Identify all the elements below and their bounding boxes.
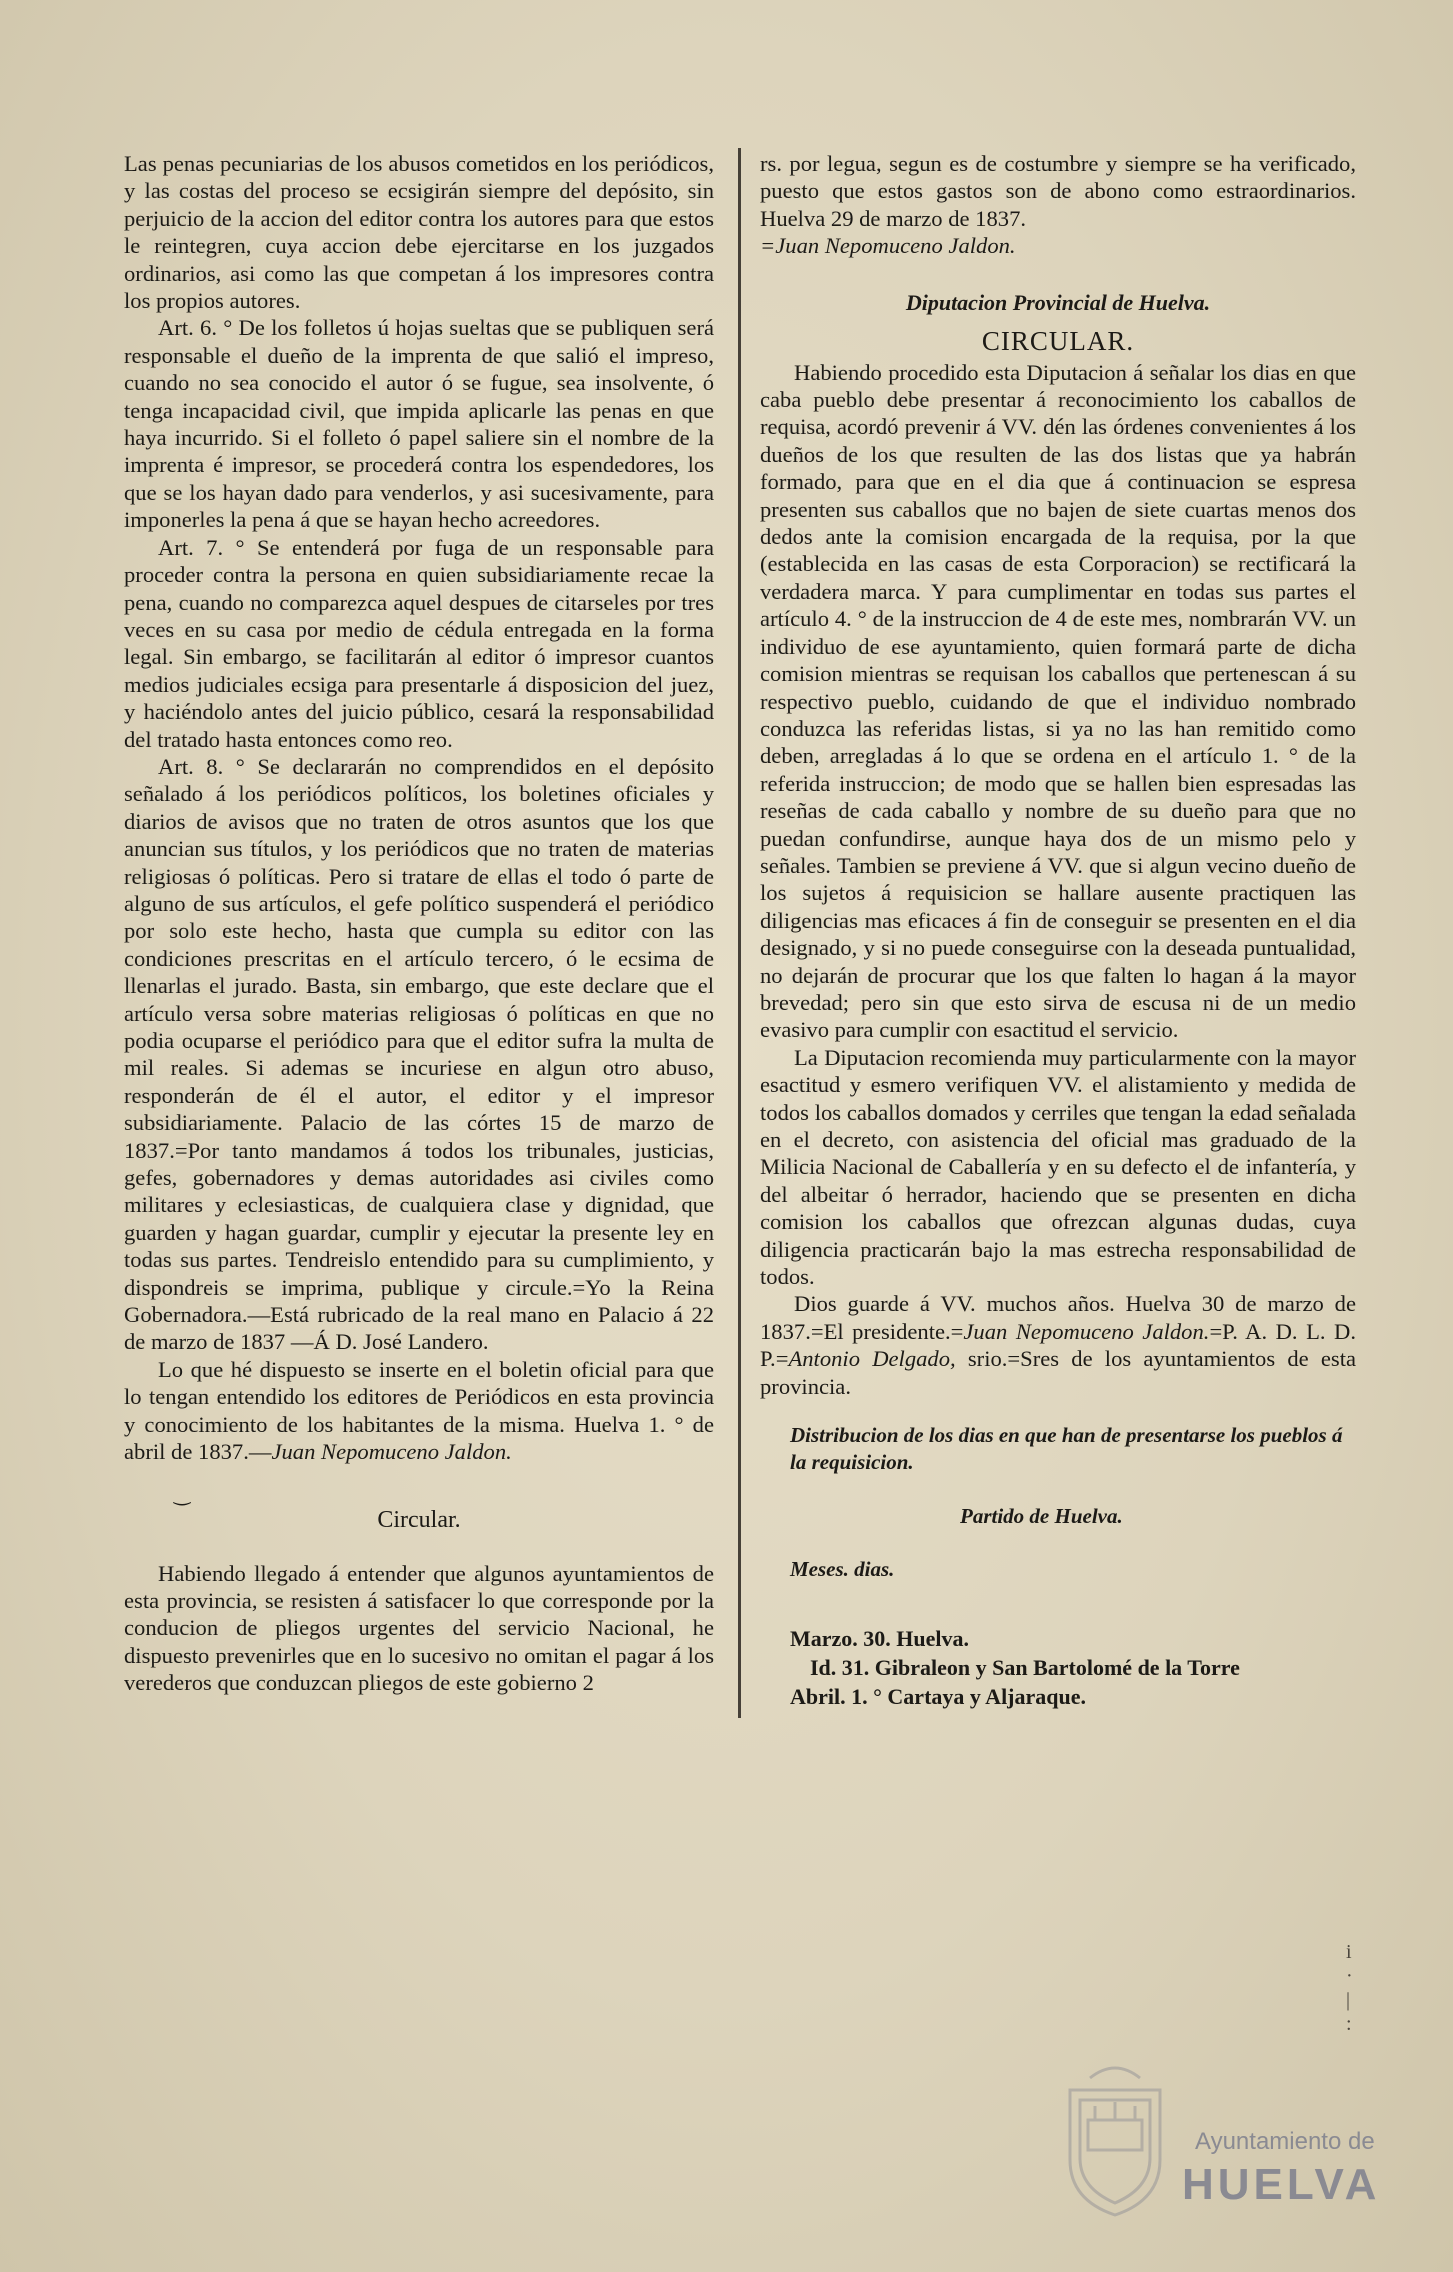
closing-abbrev: =P. A. D. L. D. P.= [760, 1318, 1356, 1372]
paragraph-penalties: Las penas pecuniarias de los abusos cometidos en los periódicos, y las costas del proceso se ecsigirán siempre del depósito, sin perjuicio de la accion del editor contra los autores para que estos le reintegren, cuya accion debe ejercitarse en los juzgados ordinarios, asi como las que competan á los impresores contra los propios autores. [124, 151, 714, 314]
circular-heading-right: CIRCULAR. [981, 325, 1135, 356]
diputacion-heading: Diputacion Provincial de Huelva. [905, 289, 1211, 315]
continuation-signature: =Juan Nepomuceno Jaldon. [760, 233, 1016, 259]
closing-text: Dios guarde á VV. muchos años. Huelva 30 de marzo de 1837.=El presidente.= [760, 1291, 1356, 1344]
paragraph-continuation [760, 150, 1356, 260]
closing-secretary: Antonio Delgado, [788, 1346, 956, 1372]
closing-president: Juan Nepomuceno Jaldon. [963, 1318, 1210, 1344]
row-date: Abril. 1. ° [790, 1684, 882, 1710]
table-header: Meses. dias. [790, 1557, 895, 1582]
watermark-line1: Ayuntamiento de [1195, 2128, 1375, 2155]
row-town: Huelva. [896, 1626, 970, 1652]
distribution-title: Distribucion de los dias en que han de presentarse los pueblos á la requisicion. [790, 1423, 1343, 1475]
column-rule [738, 148, 741, 1718]
circular-heading-left: Circular. [377, 1506, 461, 1533]
watermark-line2: HUELVA [1182, 2160, 1381, 2209]
table-row [790, 1624, 1356, 1653]
publication-text: Lo que hé dispuesto se inserte en el boletin oficial para que lo tengan entendido los editores de Periódicos en esta provincia y conocimiento de los habitantes de la misma. Huelva 1. ° de abril de 1837.— [124, 1356, 714, 1465]
partido-heading: Partido de Huelva. [960, 1504, 1123, 1529]
row-date: Id. 31. [810, 1655, 870, 1681]
row-town: Gibraleon y San Bartolomé de la Torre [874, 1655, 1240, 1681]
paragraph-closing [760, 1290, 1356, 1400]
right-column [760, 150, 1356, 1711]
row-town: Cartaya y Aljaraque. [887, 1684, 1087, 1710]
row-date: Marzo. 30. [790, 1626, 891, 1652]
publication-signature: Juan Nepomuceno Jaldon. [271, 1439, 512, 1465]
paragraph-art-6: Art. 6. ° De los folletos ú hojas sueltas que se publiquen será responsable el dueño de la imprenta de que salió el impreso, cuando no sea conocido el autor ó se fugue, sea insolvente, ó tenga incapacidad civil, que impida aplicarle las penas en que haya incurrido. Si el folleto ó papel saliere sin el nombre de la imprenta é impresor, se procederá contra los espendedores, los que se los hayan dado para venderlos, y asi sucesivamente, para imponerles la pena á que se hayan hecho acreedores. [124, 315, 714, 533]
table-row [810, 1653, 1356, 1682]
continuation-text: rs. por legua, segun es de costumbre y siempre se ha verificado, puesto que estos gastos son de abono como estraordinarios. Huelva 29 de marzo de 1837. [760, 151, 1356, 231]
paragraph-art-8: Art. 8. ° Se declararán no comprendidos en el depósito señalado á los periódicos políticos, los boletines oficiales y diarios de avisos que no traten de otros asuntos que los que anuncian sus títulos, y los periódicos que no traten de materias religiosas ó políticas. Pero si tratare de ellas el todo ó parte de alguno de sus artículos, el gefe político suspenderá el periódico por solo este hecho, hasta que cumpla su editor con las condiciones prescritas en el artículo tercero, ó le ecsima de llenarlas el jurado. Basta, sin embargo, que este declare que el artículo versa sobre materias religiosas ó políticas en que no podia ocuparse el periódico para que el editor sufra la multa de mil reales. Si ademas se incuriese en algun otro abuso, responderán de él el autor, el editor y el impresor subsidiariamente. Palacio de las córtes 15 de marzo de 1837.=Por tanto mandamos á todos los tribunales, justicias, gefes, gobernadores y demas autoridades asi civiles como militares y eclesiasticas, de cualquiera clase y dignidad, que guarden y hagan guardar, cumplir y ejecutar la presente ley en todas sus partes. Tendreislo entendido para su cumplimiento, y dispondreis se imprima, publique y circule.=Yo la Reina Gobernadora.—Está rubricado de la real mano en Palacio á 22 de marzo de 1837 —Á D. José Landero. [124, 753, 714, 1355]
paragraph-circular-right: Habiendo procedido esta Diputacion á señalar los dias en que caba pueblo debe presentar á reconocimiento los caballos de requisa, acordó prevenir á VV. dén las órdenes convenientes á los dueños de los que resulten de las dos listas que ya habrán formado, para que en el dia que á continuacion se espresa presenten sus caballos que no bajen de siete cuartas menos dos dedos ante la comision encargada de la requisa, por la que (establecida en las casas de esta Corporacion) se rectificará la verdadera marca. Y para cumplimentar en todas sus partes el artículo 4. ° de la instruccion de 4 de este mes, nombrarán VV. un individuo de ese ayuntamiento, quien formará parte de dicha comision mientras se requisan los caballos que pertenescan á su respectivo pueblo, cuidando de que el individuo nombrado conduzca las referidas listas, si ya no las han remitido como deben, arregladas á lo que se ordena en el artículo 1. ° de la referida instruccion; de modo que se hallen bien espresadas las reseñas de cada caballo y nombre de su dueño para que no puedan confundirse, aunque haya dos de un mismo pelo y señales. Tambien se previene á VV. que si algun vecino dueño de los sujetos á requisicion se hallare ausente practiquen las diligencias mas eficaces á fin de conseguir se presenten en el dia designado, y si no puede conseguirse con la deseada puntualidad, no dejarán de procurar que los que falten lo hagan á la mayor brevedad; pero sin que esto sirva de escusa ni de un medio evasivo para cumplir con esactitud el servicio. [760, 359, 1356, 1043]
paragraph-art-7: Art. 7. ° Se entenderá por fuga de un responsable para proceder contra la persona en quien subsidiariamente recae la pena, cuando no comparezca aquel despues de citarseles por tres veces en su casa por medio de cédula entregada en la forma legal. Sin embargo, se facilitarán al editor ó impresor cuantos medios judiciales ecsiga para presentarle á disposicion del juez, y haciéndolo antes del juicio público, cesará la responsabilidad del tratado hasta entonces como reo. [124, 534, 714, 752]
margin-marks: i · | : [1346, 1941, 1353, 2035]
paragraph-circular-left: Habiendo llegado á entender que algunos ayuntamientos de esta provincia, se resisten á satisfacer lo que corresponde por la conducion de pliegos urgentes del servicio Nacional, he dispuesto prevenirles que en lo sucesivo no omitan el pagar á los verederos que conduzcan pliegos de este gobierno 2 [124, 1560, 714, 1696]
separator-mark: ‿ [174, 1483, 191, 1506]
left-column [124, 150, 714, 1697]
table-row [790, 1682, 1356, 1711]
closing-recipients: srio.=Sres de los ayuntamientos de esta provincia. [760, 1346, 1356, 1399]
paragraph-publication [124, 1356, 714, 1466]
paragraph-recommendation: La Diputacion recomienda muy particularmente con la mayor esactitud y esmero verifiquen VV. el alistamiento y medida de todos los caballos domados y cerriles que tengan la edad señalada en el decreto, con asistencia del oficial mas graduado de la Milicia Nacional de Caballería y en su defecto el de infantería, y del albeitar ó herrador, haciendo que se presenten en dicha comision los caballos que ofrezcan algunas dudas, cuya diligencia practicarán bajo la mas estrecha responsabilidad de todos. [760, 1044, 1356, 1290]
